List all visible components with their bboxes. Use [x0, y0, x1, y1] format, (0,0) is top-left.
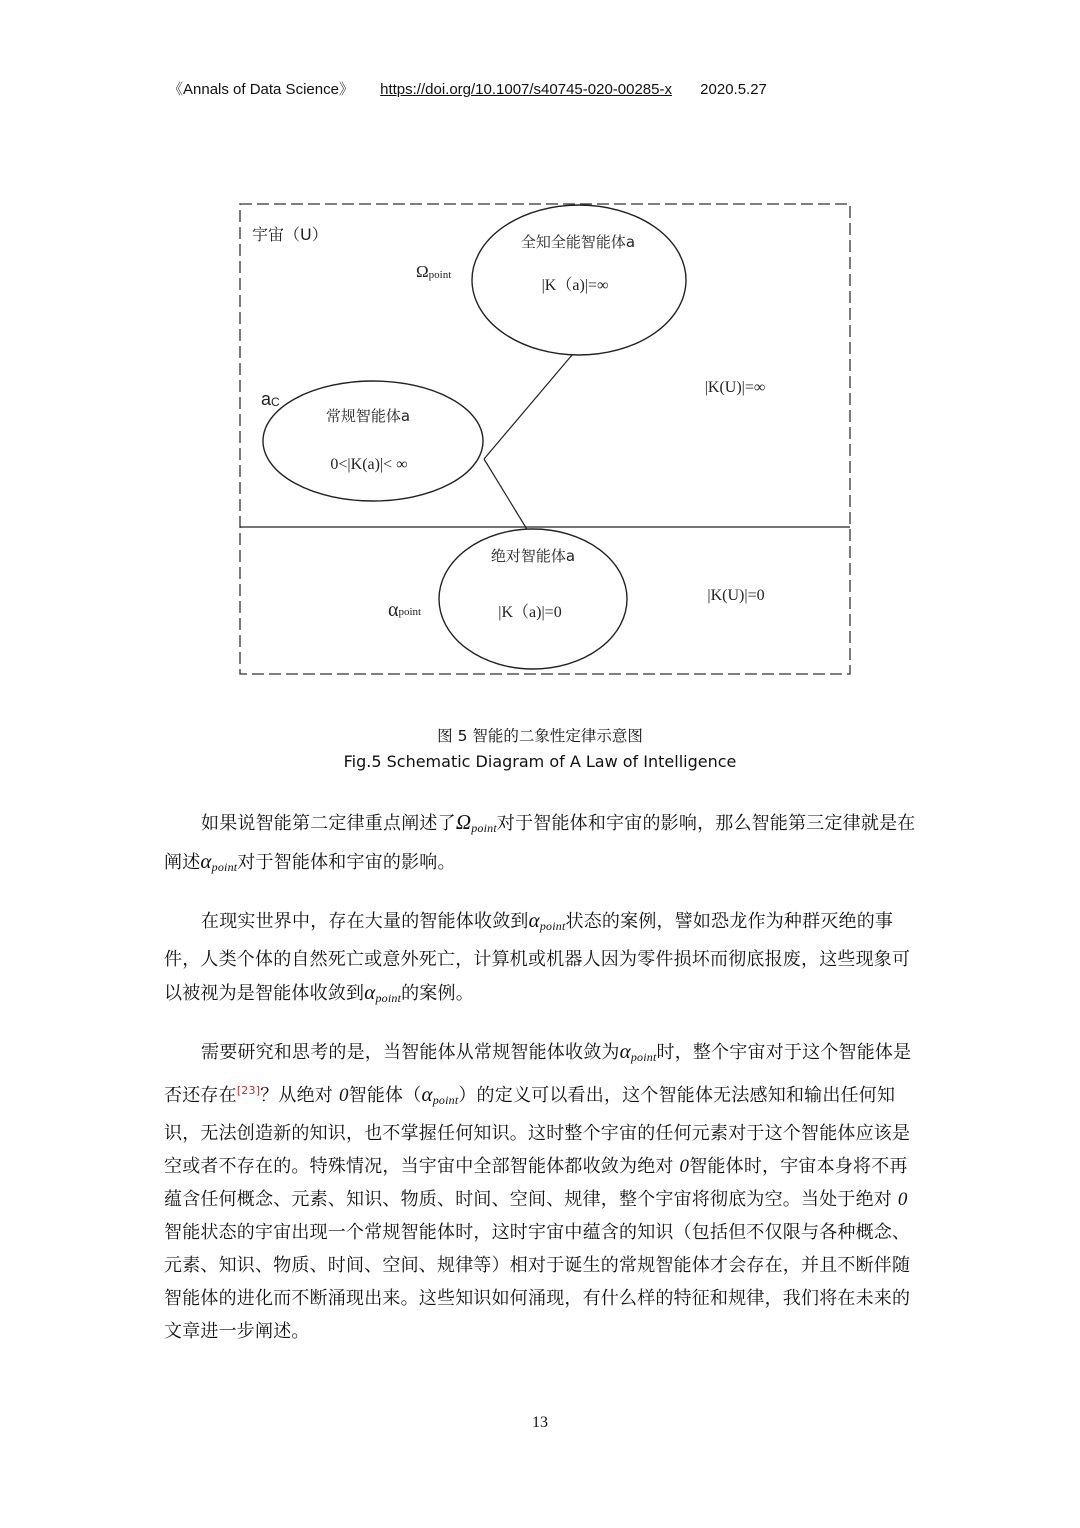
zero-symbol: 0 — [338, 1085, 349, 1106]
page-number: 13 — [532, 1414, 548, 1431]
zero-symbol: 0 — [897, 1189, 908, 1210]
omniscient-agent-formula: |K（a)|=∞ — [541, 277, 609, 294]
figure-caption-english: Fig.5 Schematic Diagram of A Law of Intelligence — [343, 752, 737, 771]
absolute-agent-title: 绝对智能体a — [490, 547, 576, 565]
connector-line-upper — [484, 355, 572, 459]
doi-link[interactable]: https://doi.org/10.1007/s40745-020-00285-x — [380, 81, 672, 98]
paragraph-2: 在现实世界中，存在大量的智能体收敛到$\alpha_{point}$状态的案例，譬如恐龙作为种群灭绝的事件，人类个体的自然死亡或意外死亡，计算机或机器人因为零件损坏而彻底报废，这些现象可以被视为是智能体收敛到$\alpha_{point}$的案例。 — [164, 908, 911, 1005]
citation-link[interactable]: [23] — [236, 1084, 261, 1097]
upper-region-knowledge: |K(U)|=∞ — [704, 379, 766, 396]
alpha-point-label: αpoint — [388, 599, 422, 621]
connector-line-lower — [484, 459, 528, 531]
absolute-agent-formula: |K（a)|=0 — [498, 604, 562, 621]
ac-label: aC — [261, 389, 280, 409]
omega-point-symbol: $\Omega_{point}$ — [455, 810, 497, 835]
alpha-point-symbol: $\alpha_{point}$ — [364, 980, 402, 1005]
journal-name: 《Annals of Data Science》 — [168, 81, 354, 98]
paragraph-1: 如果说智能第二定律重点阐述了$\Omega_{point}$对于智能体和宇宙的影响，那么智能第三定律就是在阐述$\alpha_{point}$对于智能体和宇宙的影响。 — [164, 810, 916, 874]
figure-caption-chinese: 图 5 智能的二象性定律示意图 — [437, 727, 643, 745]
alpha-point-symbol: $\alpha_{point}$ — [421, 1082, 459, 1107]
lower-region-knowledge: |K(U)|=0 — [707, 587, 765, 604]
paragraph-3: 需要研究和思考的是，当智能体从常规智能体收敛为$\alpha_{point}$时，整个宇宙对于这个智能体是否还存在[23]？从绝对 0智能体$(\alpha_{point})$的定义可以看出，这个智能体无法感知和输出任何知识，无法创造新的知识，也不掌握任何知识。这时整个宇宙的任何元素对于这个智能体应该是空或者不存在的。特殊情况，当宇宙中全部智能体都收敛为绝对 0智能体时，宇宙本身将不再蕴含任何概念、元素、知识、物质、时间、空间、规律，整个宇宙将彻底为空。当处于绝对 0智能状态的宇宙出现一个常规智能体时，这时宇宙中蕴含的知识（包括但不仅限与各种概念、元素、知识、物质、时间、空间、规律等）相对于诞生的常规智能体才会存在，并且不断伴随智能体的进化而不断涌现出来。这些知识如何涌现，有什么样的特征和规律，我们将在未来的文章进一步阐述。 — [164, 1039, 912, 1342]
conventional-agent-formula: 0<|K(a)|< ∞ — [330, 456, 408, 473]
universe-label: 宇宙（U） — [252, 225, 328, 244]
publication-date: 2020.5.27 — [700, 81, 767, 98]
alpha-point-symbol: $\alpha_{point}$ — [619, 1039, 657, 1064]
omniscient-agent-title: 全知全能智能体a — [520, 233, 636, 251]
omega-point-label: Ωpoint — [416, 262, 452, 281]
conventional-agent-ellipse — [263, 381, 483, 501]
law-of-intelligence-diagram — [0, 0, 1080, 700]
alpha-point-symbol: $\alpha_{point}$ — [528, 908, 566, 933]
alpha-point-symbol: $\alpha_{point}$ — [200, 849, 238, 874]
zero-symbol: 0 — [679, 1156, 690, 1177]
conventional-agent-title: 常规智能体a — [325, 407, 411, 425]
